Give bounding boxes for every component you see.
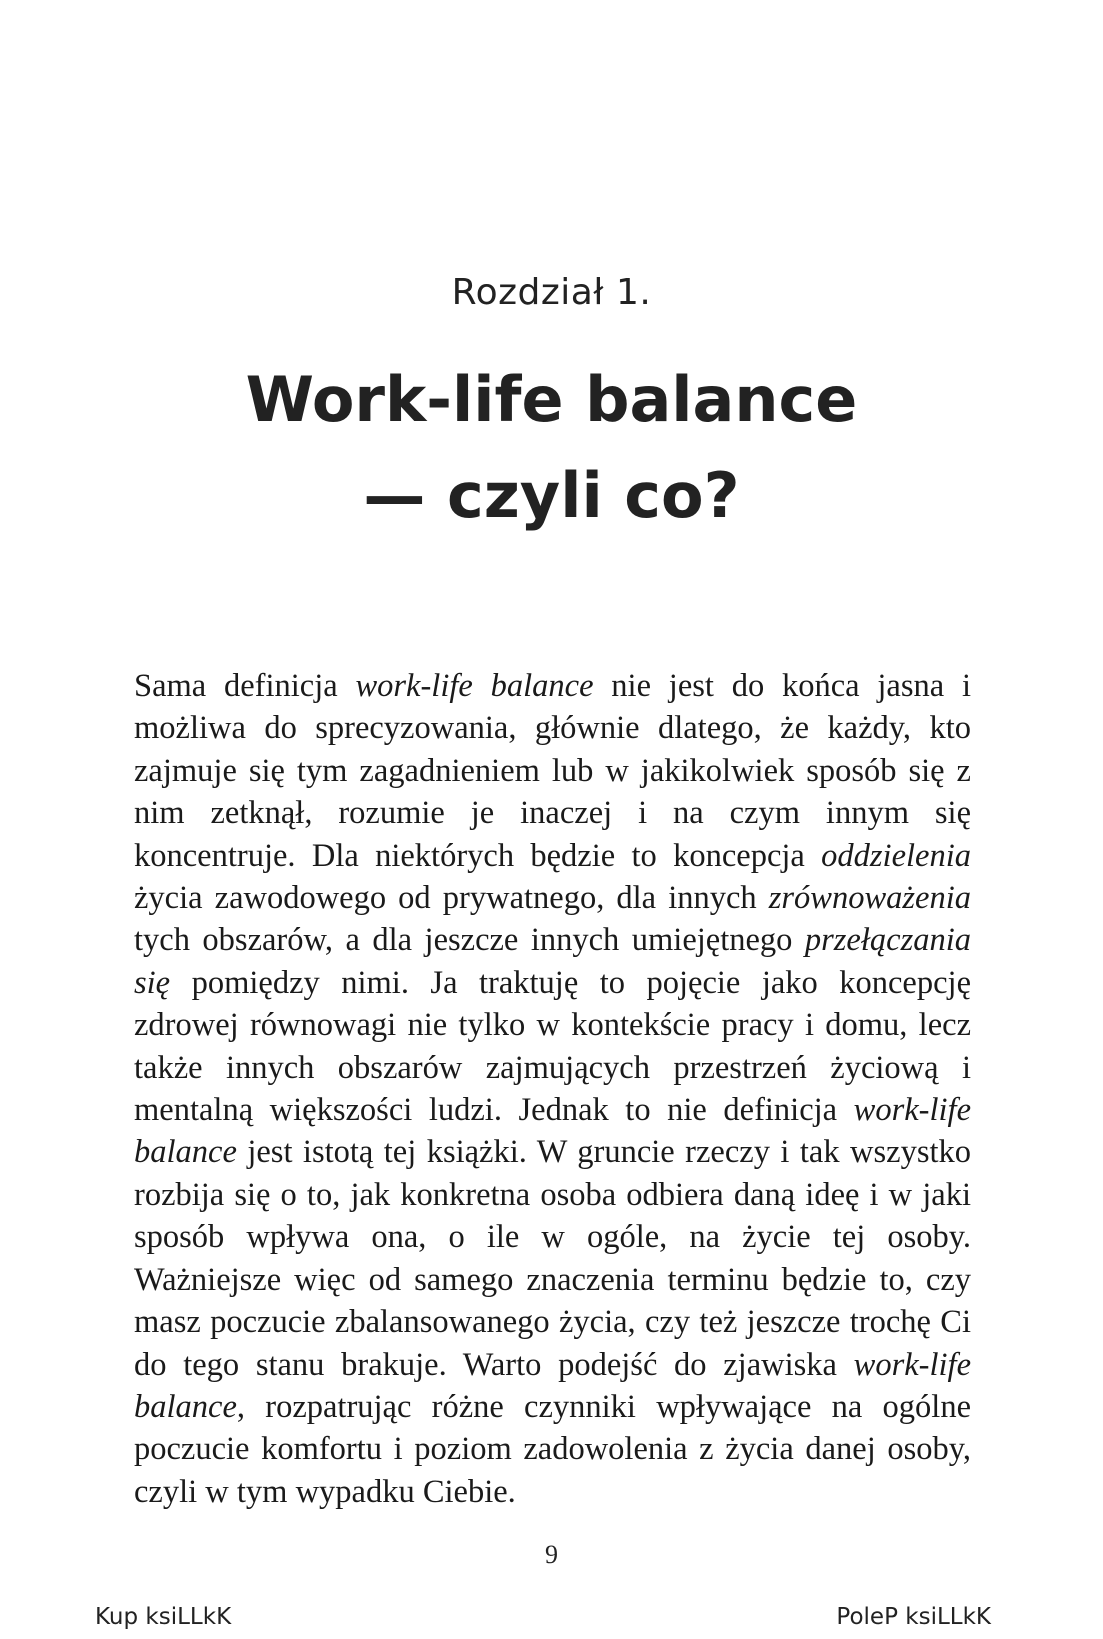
chapter-label: Rozdział 1. xyxy=(451,272,652,313)
text-segment-italic: zrównoważenia xyxy=(768,880,971,917)
body-paragraph xyxy=(134,665,971,1513)
text-segment-italic: work-life balance xyxy=(134,1092,971,1171)
text-segment: pomiędzy nimi. Ja traktuję to pojęcie jako koncepcję zdrowej równowagi nie tylko w kontekście pracy i domu, lecz także innych obszarów zajmujących przestrzeń życiową i mentalną większości ludzi. Jednak to nie definicja xyxy=(134,964,971,1129)
text-segment-italic: oddzielenia xyxy=(821,837,971,874)
page-number: 9 xyxy=(545,1540,558,1569)
text-segment-italic: work-life balance xyxy=(355,668,594,704)
chapter-title xyxy=(0,352,1103,544)
text-segment: tych obszarów, a dla jeszcze innych umiejętnego xyxy=(134,922,805,959)
text-segment: nie jest do końca jasna i możliwa do sprecyzowania, głównie dlatego, że każdy, kto zajmuje się tym zagadnieniem lub w jakikolwiek sposób się z nim zetknął, rozumie je inaczej i na czym innym się koncentruje. Dla niektórych będzie to koncepcja xyxy=(134,668,971,874)
chapter-title-line-2: — czyli co? xyxy=(363,459,740,532)
buy-book-link[interactable]: Kup ksiLLkK xyxy=(95,1604,232,1630)
text-segment: Sama definicja xyxy=(134,668,356,704)
text-segment: , rozpatrując różne czynniki wpływające na ogólne poczucie komfortu i poziom zadowolenia z życia danej osoby, czyli w tym wypadku Ciebie. xyxy=(134,1388,971,1510)
chapter-title-line-1: Work-life balance xyxy=(245,363,858,436)
recommend-book-link[interactable]: PoleP ksiLLkK xyxy=(836,1604,991,1630)
text-segment: życia zawodowego od prywatnego, dla innych xyxy=(134,880,769,917)
text-segment: jest istotą tej książki. W gruncie rzeczy i tak wszystko rozbija się o to, jak konkretna osoba odbiera daną ideę i w jaki sposób wpływa ona, o ile w ogóle, na życie tej osoby. Ważniejsze więc od samego znaczenia terminu będzie to, czy masz poczucie zbalansowanego życia, czy też jeszcze trochę Ci do tego stanu brakuje. Warto podejść do zjawiska xyxy=(134,1134,971,1383)
text-segment-italic: work-life balance xyxy=(134,1346,971,1425)
text-segment-italic: przełączania się xyxy=(134,922,971,1001)
